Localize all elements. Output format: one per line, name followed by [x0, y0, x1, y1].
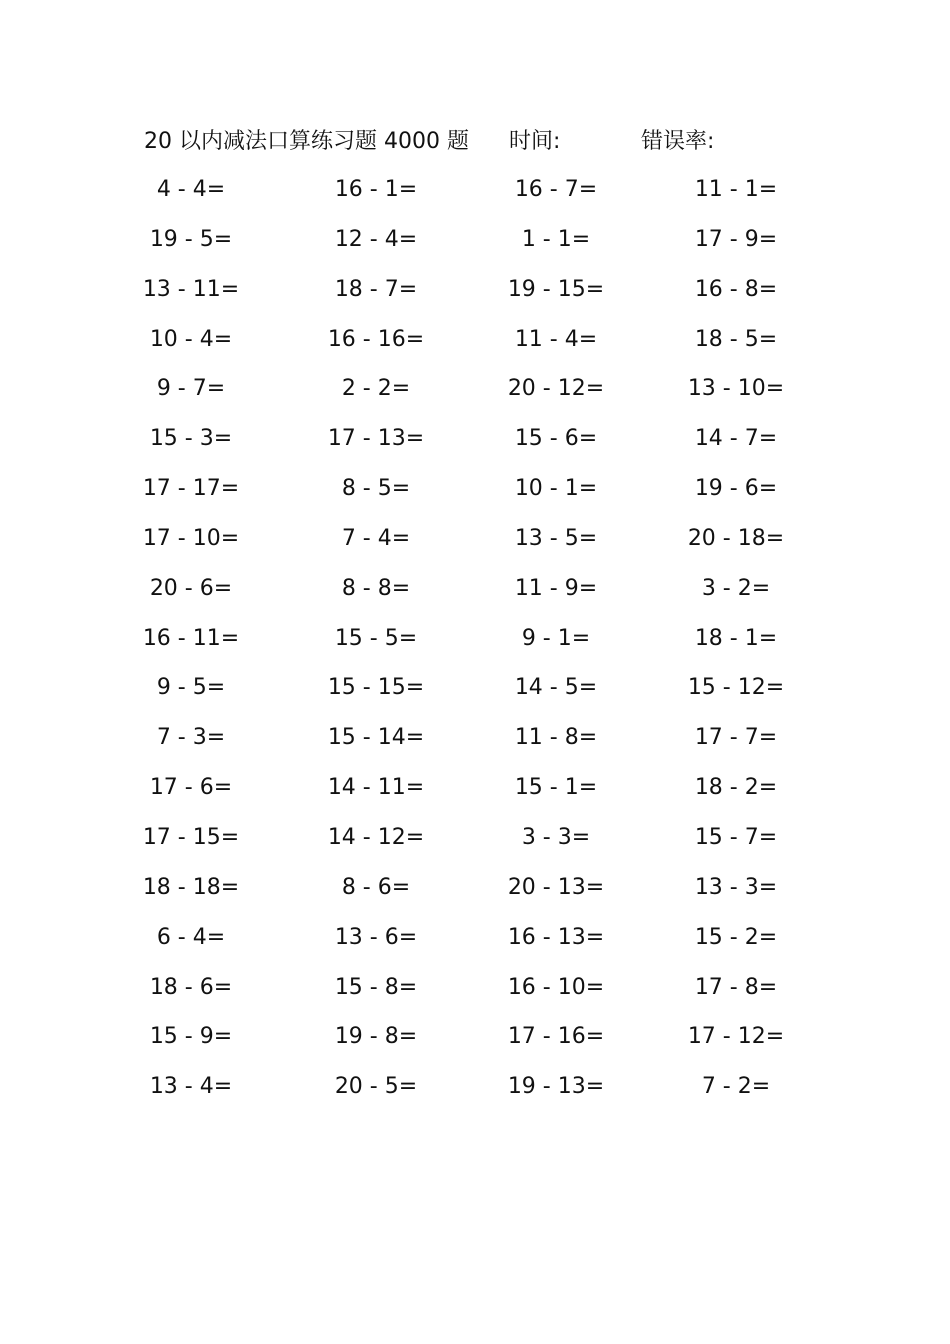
problem-row [0, 519, 950, 569]
subtraction-problem: 20 - 5= [334, 1074, 418, 1100]
subtraction-problem: 19 - 6= [694, 476, 778, 502]
problem-row [0, 619, 950, 669]
subtraction-problem: 7 - 4= [341, 525, 411, 551]
subtraction-problem: 3 - 3= [521, 824, 591, 850]
subtraction-problem: 13 - 4= [149, 1074, 233, 1100]
subtraction-problem: 10 - 1= [514, 476, 598, 502]
subtraction-problem: 8 - 5= [341, 476, 411, 502]
error-rate-label: 错误率: [641, 129, 715, 154]
problem-row [0, 818, 950, 868]
subtraction-problem: 14 - 7= [694, 426, 778, 452]
subtraction-problem: 13 - 10= [687, 376, 785, 402]
subtraction-problem: 18 - 18= [142, 874, 240, 900]
subtraction-problem: 17 - 10= [142, 525, 240, 551]
problem-row [0, 1017, 950, 1067]
subtraction-problem: 13 - 11= [142, 276, 240, 302]
subtraction-problem: 11 - 1= [694, 177, 778, 202]
subtraction-problem: 16 - 7= [514, 177, 598, 202]
problem-row [0, 419, 950, 469]
subtraction-problem: 4 - 4= [156, 177, 226, 202]
subtraction-problem: 20 - 13= [507, 874, 605, 900]
subtraction-problem: 17 - 13= [327, 426, 425, 452]
subtraction-problem: 15 - 9= [149, 1024, 233, 1050]
subtraction-problem: 18 - 5= [694, 326, 778, 352]
subtraction-problem: 7 - 2= [701, 1074, 771, 1100]
problem-grid [0, 170, 950, 1117]
subtraction-problem: 11 - 4= [514, 326, 598, 352]
subtraction-problem: 6 - 4= [156, 924, 226, 950]
subtraction-problem: 8 - 8= [341, 575, 411, 601]
problem-row [0, 918, 950, 968]
problem-row [0, 868, 950, 918]
subtraction-problem: 18 - 2= [694, 775, 778, 801]
subtraction-problem: 15 - 3= [149, 426, 233, 452]
subtraction-problem: 15 - 15= [327, 675, 425, 701]
subtraction-problem: 7 - 3= [156, 725, 226, 751]
subtraction-problem: 15 - 6= [514, 426, 598, 452]
subtraction-problem: 16 - 1= [334, 177, 418, 202]
subtraction-problem: 15 - 8= [334, 974, 418, 1000]
subtraction-problem: 14 - 5= [514, 675, 598, 701]
subtraction-problem: 19 - 13= [507, 1074, 605, 1100]
problem-row [0, 968, 950, 1018]
subtraction-problem: 9 - 7= [156, 376, 226, 402]
subtraction-problem: 11 - 9= [514, 575, 598, 601]
subtraction-problem: 9 - 1= [521, 625, 591, 651]
subtraction-problem: 14 - 11= [327, 775, 425, 801]
subtraction-problem: 17 - 7= [694, 725, 778, 751]
worksheet-title: 20 以内减法口算练习题 4000 题 [144, 129, 469, 154]
subtraction-problem: 2 - 2= [341, 376, 411, 402]
subtraction-problem: 1 - 1= [521, 226, 591, 252]
subtraction-problem: 15 - 7= [694, 824, 778, 850]
subtraction-problem: 20 - 12= [507, 376, 605, 402]
problem-row [0, 768, 950, 818]
subtraction-problem: 13 - 6= [334, 924, 418, 950]
subtraction-problem: 8 - 6= [341, 874, 411, 900]
time-label: 时间: [509, 129, 561, 154]
subtraction-problem: 16 - 10= [507, 974, 605, 1000]
subtraction-problem: 17 - 16= [507, 1024, 605, 1050]
subtraction-problem: 18 - 1= [694, 625, 778, 651]
subtraction-problem: 20 - 6= [149, 575, 233, 601]
problem-row [0, 369, 950, 419]
subtraction-problem: 17 - 17= [142, 476, 240, 502]
subtraction-problem: 13 - 5= [514, 525, 598, 551]
subtraction-problem: 15 - 12= [687, 675, 785, 701]
subtraction-problem: 10 - 4= [149, 326, 233, 352]
subtraction-problem: 16 - 16= [327, 326, 425, 352]
problem-row [0, 569, 950, 619]
subtraction-problem: 15 - 5= [334, 625, 418, 651]
problem-row [0, 1067, 950, 1117]
subtraction-problem: 18 - 6= [149, 974, 233, 1000]
problem-row [0, 718, 950, 768]
subtraction-problem: 9 - 5= [156, 675, 226, 701]
subtraction-problem: 16 - 13= [507, 924, 605, 950]
subtraction-problem: 19 - 5= [149, 226, 233, 252]
subtraction-problem: 16 - 11= [142, 625, 240, 651]
subtraction-problem: 19 - 15= [507, 276, 605, 302]
subtraction-problem: 17 - 15= [142, 824, 240, 850]
problem-row [0, 320, 950, 370]
subtraction-problem: 14 - 12= [327, 824, 425, 850]
subtraction-problem: 16 - 8= [694, 276, 778, 302]
subtraction-problem: 15 - 14= [327, 725, 425, 751]
problem-row [0, 220, 950, 270]
subtraction-problem: 12 - 4= [334, 226, 418, 252]
problem-row [0, 469, 950, 519]
problem-row [0, 270, 950, 320]
problem-row [0, 668, 950, 718]
subtraction-problem: 17 - 12= [687, 1024, 785, 1050]
subtraction-problem: 17 - 6= [149, 775, 233, 801]
subtraction-problem: 17 - 8= [694, 974, 778, 1000]
subtraction-problem: 15 - 2= [694, 924, 778, 950]
subtraction-problem: 17 - 9= [694, 226, 778, 252]
subtraction-problem: 3 - 2= [701, 575, 771, 601]
problem-row [0, 170, 950, 220]
subtraction-problem: 15 - 1= [514, 775, 598, 801]
subtraction-problem: 13 - 3= [694, 874, 778, 900]
subtraction-problem: 20 - 18= [687, 525, 785, 551]
subtraction-problem: 11 - 8= [514, 725, 598, 751]
subtraction-problem: 18 - 7= [334, 276, 418, 302]
subtraction-problem: 19 - 8= [334, 1024, 418, 1050]
